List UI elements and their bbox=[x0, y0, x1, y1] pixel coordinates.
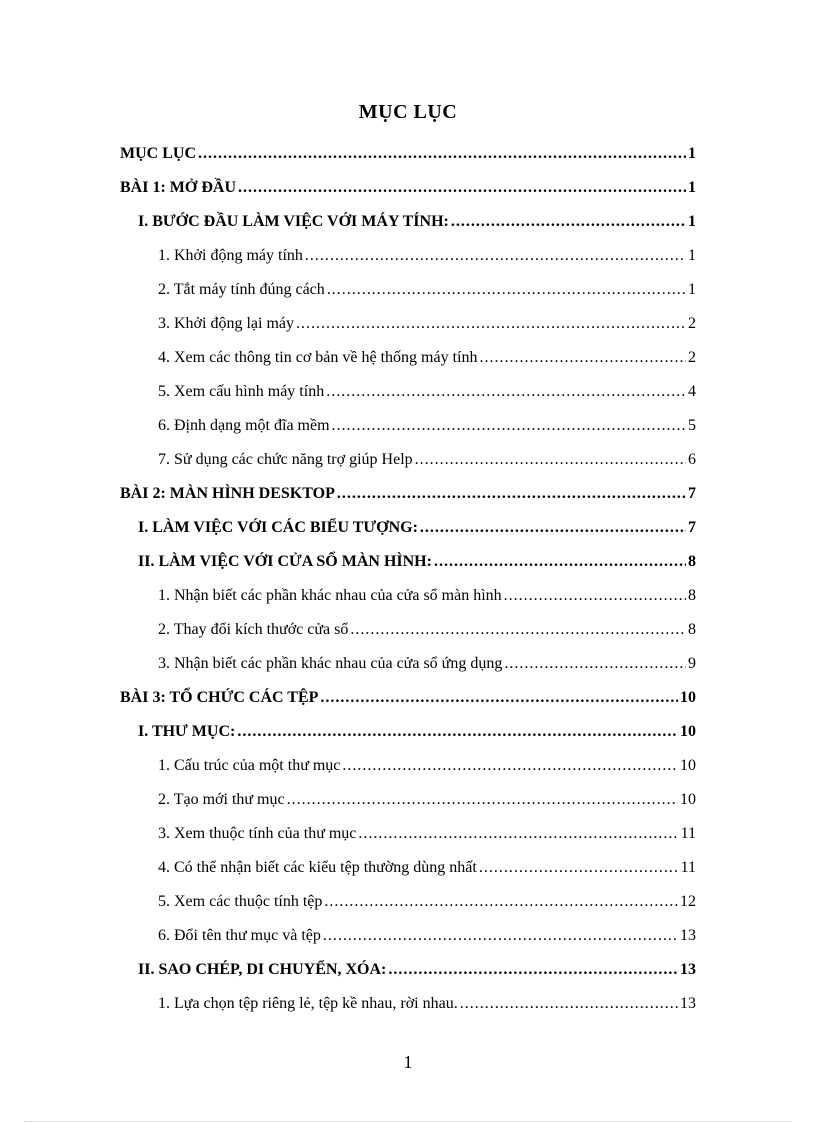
toc-entry-label: 1. Lựa chọn tệp riêng lẻ, tệp kề nhau, rời nhau. bbox=[158, 995, 458, 1012]
toc-entry-label: II. SAO CHÉP, DI CHUYỂN, XÓA: bbox=[138, 961, 387, 978]
toc-entry-page: 2 bbox=[688, 315, 696, 332]
dot-leader bbox=[296, 314, 686, 334]
toc-entry-1-6[interactable] bbox=[158, 416, 696, 436]
toc-entry-label: 1. Cấu trúc của một thư mục bbox=[158, 757, 341, 774]
toc-entry-label: 6. Đổi tên thư mục và tệp bbox=[158, 927, 321, 944]
toc-entry-page: 10 bbox=[680, 791, 696, 808]
toc-entry-3-7[interactable] bbox=[158, 994, 696, 1014]
dot-leader bbox=[320, 688, 678, 708]
toc-entry-page: 8 bbox=[688, 621, 696, 638]
toc-entry-bai3-section-1[interactable] bbox=[138, 722, 696, 742]
toc-entry-label: 4. Xem các thông tin cơ bản về hệ thống máy tính bbox=[158, 349, 478, 366]
dot-leader bbox=[504, 586, 686, 606]
toc-title: MỤC LỤC bbox=[358, 101, 458, 123]
toc-entry-label: 5. Xem cấu hình máy tính bbox=[158, 383, 325, 400]
toc-entry-page: 10 bbox=[680, 689, 696, 706]
toc-entry-bai3-section-2[interactable] bbox=[138, 960, 696, 980]
toc-entry-page: 8 bbox=[688, 587, 696, 604]
dot-leader bbox=[342, 756, 678, 776]
dot-leader bbox=[479, 858, 679, 878]
dot-leader bbox=[327, 280, 686, 300]
toc-entry-page: 2 bbox=[688, 349, 696, 366]
toc-entry-label: 2. Tạo mới thư mục bbox=[158, 791, 285, 808]
dot-leader bbox=[305, 246, 686, 266]
toc-entry-1-4[interactable] bbox=[158, 348, 696, 368]
dot-leader bbox=[358, 824, 678, 844]
toc-entry-page: 7 bbox=[688, 485, 696, 502]
toc-entry-label: BÀI 1: MỞ ĐẦU bbox=[120, 179, 236, 196]
toc-entry-label: I. THƯ MỤC: bbox=[138, 723, 236, 740]
toc-entry-2-1[interactable] bbox=[158, 586, 696, 606]
toc-entry-bai-2[interactable] bbox=[120, 484, 696, 504]
toc-entry-page: 12 bbox=[680, 893, 696, 910]
toc-entry-page: 1 bbox=[688, 213, 696, 230]
dot-leader bbox=[460, 994, 678, 1014]
dot-leader bbox=[324, 892, 678, 912]
toc-entry-label: 4. Có thể nhận biết các kiểu tệp thường dùng nhất bbox=[158, 859, 477, 876]
toc-entry-bai2-section-1[interactable] bbox=[138, 518, 696, 538]
toc-entry-3-5[interactable] bbox=[158, 892, 696, 912]
toc-entry-2-2[interactable] bbox=[158, 620, 696, 640]
toc-entry-bai2-section-2[interactable] bbox=[138, 552, 696, 572]
toc-entry-label: 2. Thay đổi kích thước cửa sổ bbox=[158, 621, 349, 638]
dot-leader bbox=[434, 552, 686, 572]
dot-leader bbox=[332, 416, 686, 436]
toc-entry-label: MỤC LỤC bbox=[120, 145, 196, 162]
toc-entry-page: 13 bbox=[680, 961, 696, 978]
toc-entry-label: 7. Sử dụng các chức năng trợ giúp Help bbox=[158, 451, 413, 468]
dot-leader bbox=[287, 790, 678, 810]
dot-leader bbox=[480, 348, 687, 368]
toc-entry-page: 13 bbox=[680, 927, 696, 944]
toc-entry-page: 4 bbox=[688, 383, 696, 400]
toc-entry-1-3[interactable] bbox=[158, 314, 696, 334]
toc-entry-label: 2. Tắt máy tính đúng cách bbox=[158, 281, 325, 298]
toc-entry-3-6[interactable] bbox=[158, 926, 696, 946]
dot-leader bbox=[504, 654, 686, 674]
toc-entry-bai-1[interactable] bbox=[120, 178, 696, 198]
page-bottom-divider bbox=[24, 1121, 792, 1122]
toc-entry-page: 11 bbox=[680, 825, 696, 842]
toc-entry-label: 5. Xem các thuộc tính tệp bbox=[158, 893, 323, 910]
toc-entry-1-7[interactable] bbox=[158, 450, 696, 470]
toc-entry-page: 10 bbox=[680, 757, 696, 774]
toc-entry-page: 13 bbox=[680, 995, 696, 1012]
toc-entry-2-3[interactable] bbox=[158, 654, 696, 674]
toc-entry-1-5[interactable] bbox=[158, 382, 696, 402]
toc-entry-bai1-section-1[interactable] bbox=[138, 212, 696, 232]
toc-entry-3-1[interactable] bbox=[158, 756, 696, 776]
toc-entry-label: 3. Khởi động lại máy bbox=[158, 315, 294, 332]
page-number: 1 bbox=[403, 1052, 413, 1072]
toc-entry-label: 3. Nhận biết các phần khác nhau của cửa sổ ứng dụng bbox=[158, 655, 503, 672]
toc-entry-bai-3[interactable] bbox=[120, 688, 696, 708]
toc-entry-page: 6 bbox=[688, 451, 696, 468]
toc-entry-label: 1. Nhận biết các phần khác nhau của cửa sổ màn hình bbox=[158, 587, 502, 604]
toc-entry-page: 1 bbox=[688, 179, 696, 196]
toc-entry-page: 7 bbox=[688, 519, 696, 536]
toc-entry-page: 1 bbox=[688, 247, 696, 264]
dot-leader bbox=[237, 722, 678, 742]
dot-leader bbox=[337, 484, 686, 504]
toc-entry-3-3[interactable] bbox=[158, 824, 696, 844]
toc-entry-3-2[interactable] bbox=[158, 790, 696, 810]
dot-leader bbox=[238, 178, 686, 198]
toc-entry-page: 1 bbox=[688, 281, 696, 298]
toc-entry-label: I. BƯỚC ĐẦU LÀM VIỆC VỚI MÁY TÍNH: bbox=[138, 213, 449, 230]
toc-entry-3-4[interactable] bbox=[158, 858, 696, 878]
dot-leader bbox=[451, 212, 686, 232]
toc-entry-1-2[interactable] bbox=[158, 280, 696, 300]
toc-entry-page: 8 bbox=[688, 553, 696, 570]
dot-leader bbox=[326, 382, 686, 402]
toc-entry-page: 1 bbox=[688, 145, 696, 162]
toc-entry-page: 5 bbox=[688, 417, 696, 434]
dot-leader bbox=[198, 144, 686, 164]
dot-leader bbox=[388, 960, 678, 980]
dot-leader bbox=[350, 620, 686, 640]
toc-entry-label: 1. Khởi động máy tính bbox=[158, 247, 303, 264]
toc-entry-page: 11 bbox=[680, 859, 696, 876]
toc-entry-label: II. LÀM VIỆC VỚI CỬA SỔ MÀN HÌNH: bbox=[138, 553, 432, 570]
toc-entry-1-1[interactable] bbox=[158, 246, 696, 266]
toc-entry-page: 9 bbox=[688, 655, 696, 672]
toc-entry-label: 6. Định dạng một đĩa mềm bbox=[158, 417, 330, 434]
dot-leader bbox=[420, 518, 686, 538]
dot-leader bbox=[323, 926, 678, 946]
toc-entry-label: BÀI 3: TỔ CHỨC CÁC TỆP bbox=[120, 689, 319, 706]
toc-entry-label: 3. Xem thuộc tính của thư mục bbox=[158, 825, 357, 842]
dot-leader bbox=[415, 450, 686, 470]
toc-entry-label: BÀI 2: MÀN HÌNH DESKTOP bbox=[120, 485, 335, 502]
toc-entry-label: I. LÀM VIỆC VỚI CÁC BIỂU TƯỢNG: bbox=[138, 519, 418, 536]
toc-entry-muc-luc[interactable] bbox=[120, 144, 696, 164]
toc-entry-page: 10 bbox=[680, 723, 696, 740]
